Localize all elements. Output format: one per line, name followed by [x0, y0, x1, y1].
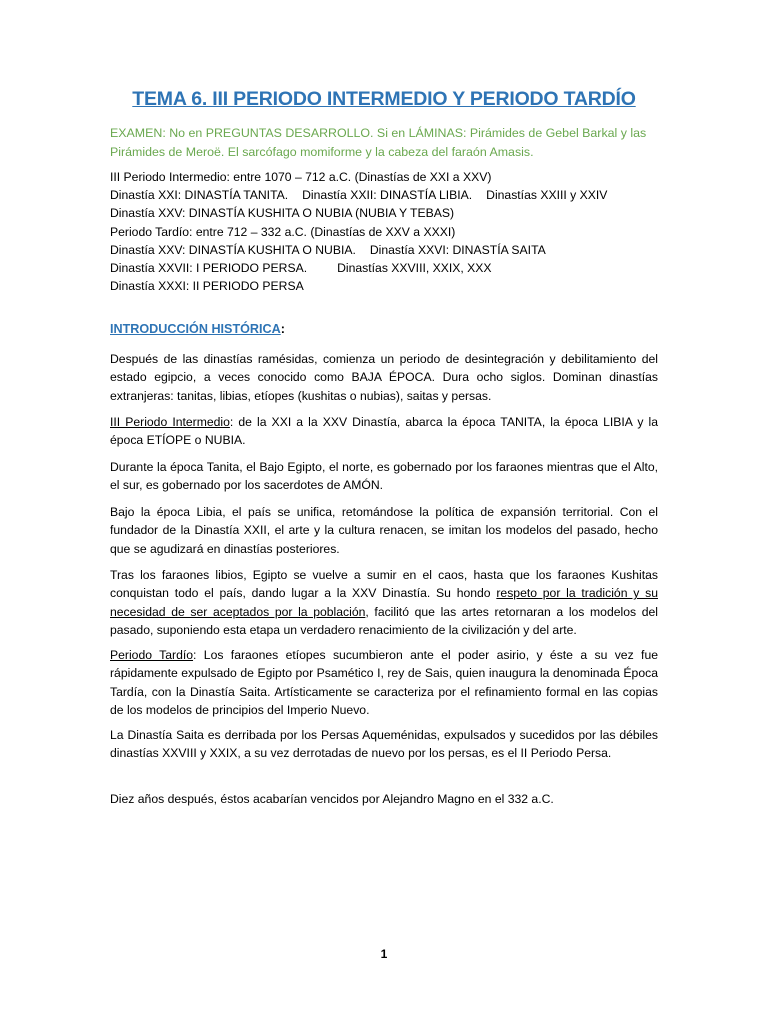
- paragraph: Después de las dinastías ramésidas, comienza un periodo de desintegración y debilitamiento del estado egipcio, a veces conocido como BAJA ÉPOCA. Dura ocho siglos. Dominan dinastías extranjeras: tanitas, libias, etíopes (kushitas o nubias), saitas y persas.: [110, 352, 658, 403]
- summary-line: Periodo Tardío: entre 712 – 332 a.C. (Dinastías de XXV a XXXI): [110, 224, 456, 239]
- paragraph: Diez años después, éstos acabarían vencidos por Alejandro Magno en el 332 a.C.: [110, 792, 554, 806]
- document-title: TEMA 6. III PERIODO INTERMEDIO Y PERIODO TARDÍO: [132, 88, 636, 110]
- paragraph: Periodo Tardío: Los faraones etíopes sucumbieron ante el poder asirio, y éste a su vez fue rápidamente expulsado de Egipto por Psamético I, rey de Sais, quien inaugura la denominada Época Tardía, con la Dinastía Saita. Artísticamente se caracteriza por el refinamiento formal en las copias de los modelos de principios del Imperio Nuevo.: [110, 648, 658, 718]
- summary-line: Dinastía XXVII: I PERIODO PERSA. Dinastías XXVIII, XXIX, XXX: [110, 261, 492, 276]
- summary-line: Dinastía XXI: DINASTÍA TANITA. Dinastía XXII: DINASTÍA LIBIA. Dinastías XXIII y XXIV: [110, 188, 608, 203]
- paragraph: III Periodo Intermedio: de la XXI a la XXV Dinastía, abarca la época TANITA, la época LIBIA y la época ETÍOPE o NUBIA.: [110, 415, 658, 448]
- section-heading: INTRODUCCIÓN HISTÓRICA:: [110, 322, 285, 336]
- page-number: 1: [380, 947, 388, 961]
- exam-note: EXAMEN: No en PREGUNTAS DESARROLLO. Si en LÁMINAS: Pirámides de Gebel Barkal y las Pirámides de Meroë. El sarcófago momiforme y la cabeza del faraón Amasis.: [110, 126, 647, 159]
- paragraph: La Dinastía Saita es derribada por los Persas Aqueménidas, expulsados y sucedidos por las débiles dinastías XXVIII y XXIX, a su vez derrotadas de nuevo por los persas, es el II Periodo Persa.: [110, 728, 658, 761]
- summary-line: Dinastía XXXI: II PERIODO PERSA: [110, 279, 304, 294]
- paragraph: Bajo la época Libia, el país se unifica, retomándose la política de expansión territorial. Con el fundador de la Dinastía XXII, el arte y la cultura renacen, se imitan los modelos del pasado, hecho que se agudizará en dinastías posteriores.: [110, 505, 658, 556]
- summary-line: Dinastía XXV: DINASTÍA KUSHITA O NUBIA (NUBIA Y TEBAS): [110, 206, 455, 221]
- paragraph: Tras los faraones libios, Egipto se vuelve a sumir en el caos, hasta que los faraones Kushitas conquistan todo el país, dando lugar a la XXV Dinastía. Su hondo respeto por la tradición y su necesidad de ser aceptados por la población, facilitó que las artes retornaran a los modelos del pasado, suponiendo esta etapa un verdadero renacimiento de la civilización y del arte.: [110, 568, 658, 638]
- paragraph: Durante la época Tanita, el Bajo Egipto, el norte, es gobernado por los faraones mientras que el Alto, el sur, es gobernado por los sacerdotes de AMÓN.: [110, 460, 658, 493]
- summary-line: Dinastía XXV: DINASTÍA KUSHITA O NUBIA. Dinastía XXVI: DINASTÍA SAITA: [110, 242, 546, 257]
- paragraph-label: Periodo Tardío: [110, 648, 194, 662]
- dynasty-summary: [110, 168, 670, 295]
- paragraph-label: III Periodo Intermedio: [110, 415, 230, 429]
- summary-line: III Periodo Intermedio: entre 1070 – 712 a.C. (Dinastías de XXI a XXV): [110, 170, 492, 184]
